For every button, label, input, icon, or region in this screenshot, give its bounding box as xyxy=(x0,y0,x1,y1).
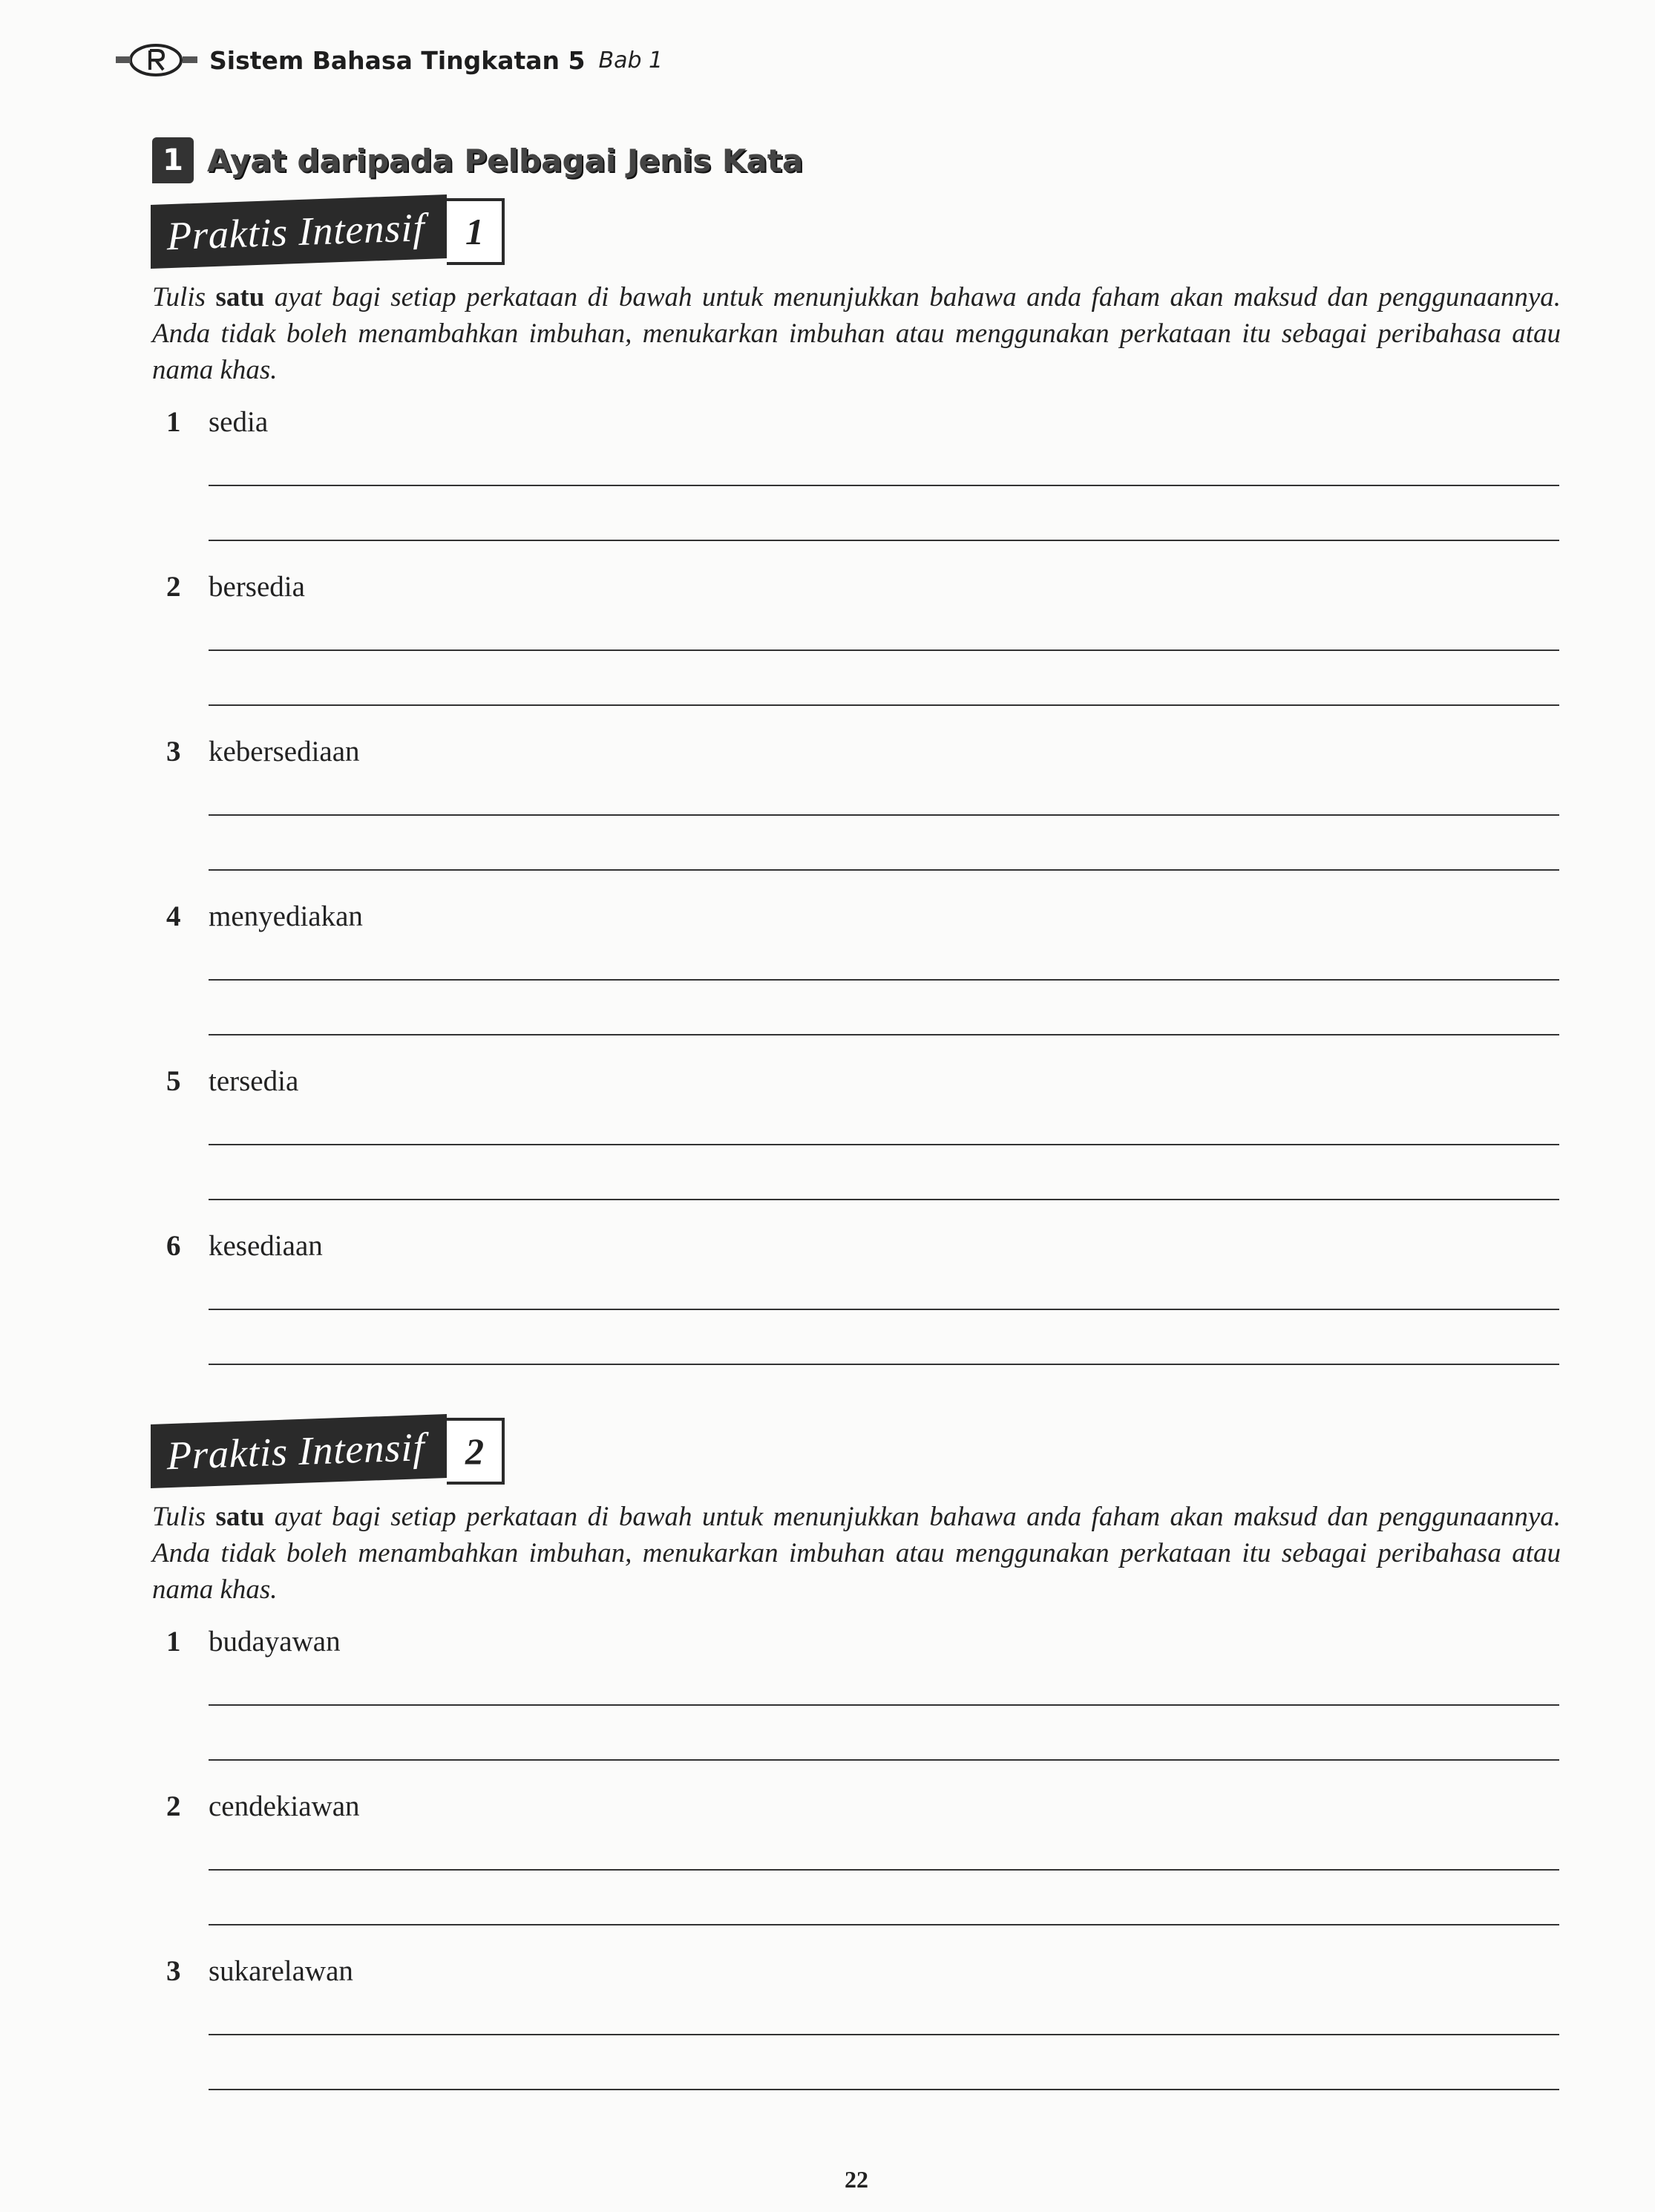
answer-line[interactable] xyxy=(209,1034,1559,1035)
answer-line[interactable] xyxy=(209,2034,1559,2035)
exercise-banner xyxy=(151,194,1561,269)
answer-line[interactable] xyxy=(209,814,1559,816)
question-number: 1 xyxy=(166,406,181,438)
question-number: 3 xyxy=(166,736,181,768)
question-word: kesediaan xyxy=(209,1230,323,1262)
question-word: menyediakan xyxy=(209,900,363,932)
answer-line[interactable] xyxy=(209,2089,1559,2090)
question-number: 5 xyxy=(166,1065,181,1097)
instruction-text xyxy=(152,279,1561,388)
question-number: 6 xyxy=(166,1230,181,1262)
exercise-number: 2 xyxy=(447,1418,505,1485)
banner-title: Praktis Intensif xyxy=(167,205,425,259)
question-word: bersedia xyxy=(209,571,305,603)
answer-line[interactable] xyxy=(209,1704,1559,1706)
question-number: 4 xyxy=(166,900,181,932)
answer-line[interactable] xyxy=(209,704,1559,706)
question-number: 1 xyxy=(166,1626,181,1658)
question-item xyxy=(166,1789,1561,1954)
question-item xyxy=(166,734,1561,899)
exercise xyxy=(151,1414,1561,2118)
question-row xyxy=(166,569,1561,605)
question-item xyxy=(166,405,1561,569)
answer-line[interactable] xyxy=(209,979,1559,981)
banner-title: Praktis Intensif xyxy=(167,1424,425,1479)
question-item xyxy=(166,1228,1561,1393)
exercise-banner xyxy=(151,1414,1561,1488)
question-word: sedia xyxy=(209,406,269,438)
exercise xyxy=(151,194,1561,1393)
question-word: sukarelawan xyxy=(209,1955,353,1987)
answer-line[interactable] xyxy=(209,869,1559,871)
question-item xyxy=(166,899,1561,1064)
question-row xyxy=(166,1954,1561,1989)
instruction-start: Tulis xyxy=(152,1502,206,1532)
question-item xyxy=(166,569,1561,734)
answer-line[interactable] xyxy=(209,1199,1559,1200)
question-word: kebersediaan xyxy=(209,736,360,768)
question-row xyxy=(166,1789,1561,1825)
section-number: 1 xyxy=(152,137,194,183)
question-row xyxy=(166,1228,1561,1264)
banner-bar xyxy=(151,1414,447,1488)
question-row xyxy=(166,1624,1561,1660)
chapter-label: Bab 1 xyxy=(598,47,663,73)
exercise-number: 1 xyxy=(447,198,505,265)
answer-line[interactable] xyxy=(209,1309,1559,1310)
book-title: Sistem Bahasa Tingkatan 5 xyxy=(209,45,586,75)
instruction-start: Tulis xyxy=(152,282,206,313)
instruction-emphasis: satu xyxy=(215,282,265,313)
answer-line[interactable] xyxy=(209,1144,1559,1145)
question-word: tersedia xyxy=(209,1065,299,1097)
question-word: cendekiawan xyxy=(209,1790,360,1822)
section-heading xyxy=(152,137,803,183)
question-item xyxy=(166,1954,1561,2118)
answer-line[interactable] xyxy=(209,1364,1559,1365)
section-title: Ayat daripada Pelbagai Jenis Kata xyxy=(207,142,804,179)
answer-line[interactable] xyxy=(209,1869,1559,1871)
question-row xyxy=(166,734,1561,770)
question-number: 2 xyxy=(166,571,181,603)
answer-line[interactable] xyxy=(209,540,1559,541)
question-number: 3 xyxy=(166,1955,181,1987)
question-row xyxy=(166,405,1561,440)
question-word: budayawan xyxy=(209,1626,341,1658)
banner-bar xyxy=(151,194,447,269)
instruction-rest: ayat bagi setiap perkataan di bawah untuk menunjukkan bahawa anda faham akan maksud dan penggunaannya. Anda tidak boleh menambahkan imbuhan, menukarkan imbuhan atau menggunakan perkataan itu sebagai peribahasa atau nama khas. xyxy=(152,1502,1561,1605)
answer-line[interactable] xyxy=(209,1759,1559,1761)
question-item xyxy=(166,1624,1561,1789)
instruction-rest: ayat bagi setiap perkataan di bawah untuk menunjukkan bahawa anda faham akan maksud dan penggunaannya. Anda tidak boleh menambahkan imbuhan, menukarkan imbuhan atau menggunakan perkataan itu sebagai peribahasa atau nama khas. xyxy=(152,282,1561,385)
instruction-emphasis: satu xyxy=(215,1502,265,1532)
page-number: 22 xyxy=(845,2166,868,2193)
question-row xyxy=(166,899,1561,935)
answer-line[interactable] xyxy=(209,649,1559,651)
question-item xyxy=(166,1064,1561,1228)
instruction-text xyxy=(152,1499,1561,1608)
answer-line[interactable] xyxy=(209,1924,1559,1925)
question-list xyxy=(151,1624,1561,2118)
answer-line[interactable] xyxy=(209,485,1559,486)
question-list xyxy=(151,405,1561,1393)
page-header xyxy=(113,43,663,77)
question-row xyxy=(166,1064,1561,1099)
publisher-logo xyxy=(113,43,202,77)
question-number: 2 xyxy=(166,1790,181,1822)
